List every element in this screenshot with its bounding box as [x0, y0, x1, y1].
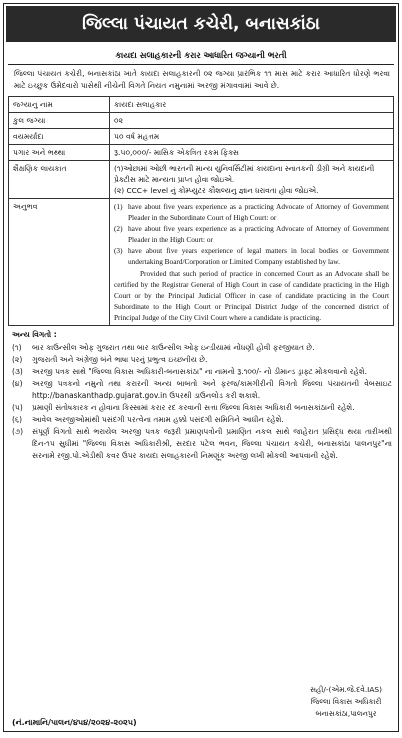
experience-value [110, 199, 394, 326]
table-row-education [9, 161, 394, 199]
experience-item [114, 223, 389, 245]
list-item [12, 354, 392, 366]
experience-item [114, 245, 389, 267]
experience-item [114, 201, 389, 223]
table-row [9, 97, 394, 113]
list-item [12, 414, 392, 426]
list-item [12, 426, 392, 462]
item-text: ગુજરાતી અને અંગ્રેજી બંને ભાષા પરનું પ્રભુત્વ ઇચ્છનીય છે. [32, 355, 208, 364]
table-row-experience [9, 199, 394, 326]
experience-text: have about five years experience as a practicing Advocate of Attorney of Government Pleader in the High Court: or [128, 224, 389, 244]
row-label: પગાર અને ભથ્થા [9, 145, 110, 161]
signature-block [310, 684, 382, 720]
reference-number: (નં.નામાનિ/પાલન/૪૫૪/૨૦૨૪-૨૦૨૫) [12, 718, 137, 727]
item-text: અરજી પત્રકનો નમુનો તથા કરારની અન્ય બાબતો અને ફરજ/કામગીરીની વિગતો જિલ્લા પંચાયતની વેબસાઇટ http://banaskanthadp.gujarat.gov.in ઉપરથી ડાઉનલોડ કરી શકાશે. [32, 379, 392, 400]
row-label: કુલ જગ્યા [9, 113, 110, 129]
experience-text: have about five years experience as a practicing Advocate of Attorney of Government Pleader in the Subordinate Court of High Court: or [128, 202, 389, 222]
education-value [110, 161, 394, 199]
page-title: જિલ્લા પંચાયત કચેરી, બનાસકાંઠા [6, 6, 396, 42]
table-row [9, 113, 394, 129]
item-text: સંપૂર્ણ વિગતો સાથે ભરાયેલ અરજી પત્રક જરૂરી પ્રમાણપત્રોની પ્રમાણિત નકલ સાથે જાહેરાત પ્રસિદ્ધ થયા તારીખથી દિન-૧૫ સુધીમાં "જિલ્લા વિકાસ અધિકારીશ્રી, સરદાર પટેલ ભવન, જિલ્લા પંચાયત કચેરી, બનાસકાંઠા પાલનપુર"ના સરનામે રજી.પો.એડીથી કવર ઉપર કાયદા સલાહકારની નિમણૂંક અરજી લખી મોકલી આપવાની રહેશે. [32, 427, 392, 460]
education-item: (૧)ઓછામાં ઓછી ભારતની માન્ય યુનિવર્સિટીમાં કાયદાના સ્નાતકની ડીગ્રી અને કાયદાની પ્રેક્ટીસ માટે માન્યતા પ્રાપ્ત હોવા જોઇએ. [114, 164, 375, 184]
signature-designation: જિલ્લા વિકાસ અધિકારી [310, 697, 382, 706]
details-table [8, 96, 394, 326]
item-num: (૭) [12, 427, 24, 436]
experience-num: (1) [114, 202, 123, 211]
row-label: શૈક્ષણિક લાયકાત [9, 161, 110, 199]
notice-page [3, 3, 399, 732]
row-label: અનુભવ [9, 199, 110, 326]
item-num: (૬) [12, 415, 23, 424]
signature-place: બનાસકાંઠા,પાલનપુર [315, 709, 377, 718]
row-label: જગ્યાનુ નામ [9, 97, 110, 113]
table-row [9, 129, 394, 145]
list-item [12, 378, 392, 402]
experience-num: (2) [114, 224, 123, 233]
list-item [12, 366, 392, 378]
row-value: ૦૨ [110, 113, 394, 129]
item-num: (૪) [12, 379, 23, 388]
item-text: આવેલ અરજીઓમાંથી પસંદગી પરત્વેના તમામ હક્કો પસંદગી સમિતિને આધીન રહેશે. [32, 415, 284, 424]
item-text: પ્રમાણી સંતોષકારક ન હોવાના કિસ્સામાં કરાર રદ કરવાની સત્તા જિલ્લા વિકાસ અધિકારી બનાસકાંઠાની રહેશે. [32, 403, 355, 412]
other-details-title: અન્ય વિગતો : [12, 330, 57, 339]
other-details [4, 326, 398, 462]
education-item: (૨) CCC+ level નું કોમ્પ્યુટર કૌશલ્યનુ જ્ઞાન ધરાવતા હોવા જોઇએ. [114, 186, 319, 195]
experience-num: (3) [114, 246, 123, 255]
item-text: અરજી પત્રક સાથે "જિલ્લા વિકાસ અધિકારી-બનાસકાંઠા" ના નામનો રૂ.૧૦૦/- નો ડીમાન્ડ ડ્રાફ્ટ મોકલવાનો રહેશે. [32, 367, 368, 376]
item-num: (૩) [12, 367, 23, 376]
item-num: (૫) [12, 403, 23, 412]
item-text: બાર કાઉન્સીલ ઓફ ગુજરાત તથા બાર કાઉન્સીલ ઓફ ઇન્ડીયામાં નોંધણી હોવી ફરજીયાત છે. [32, 343, 315, 352]
row-value: કાયદા સલાહકાર [110, 97, 394, 113]
item-num: (૧) [12, 343, 22, 352]
page-subtitle: કાયદા સલાહકારની કરાર આધારિત જગ્યાની ભરતી [8, 44, 394, 65]
signature-name: સહી/-(એમ.જે.દવે.IAS) [310, 685, 382, 694]
list-item [12, 342, 392, 354]
experience-text: have about five years experience of legal matters in local bodies or Government undertaking Board/Corporation or Limited Company established by law. [128, 246, 389, 266]
list-item [12, 402, 392, 414]
row-value: રૂ.૫૦,૦૦૦/- માસિક એકત્રિત રકમ ફિક્સ [110, 145, 394, 161]
intro-paragraph: જિલ્લા પંચાયત કચેરી, બનાસકાંઠા ખાતે કાયદા સલાહકારની ૦૨ જગ્યા પ્રારંભિક ૧૧ માસ માટે કરાર આધારિત ધોરણે ભરવા માટે ઇચ્છુક ઉમેદવારો પાસેથી નીચેની વિગતે નિયત નમુનામાં અરજી મંગાવવામાં આવે છે. [14, 69, 390, 90]
item-num: (૨) [12, 355, 23, 364]
row-label: વયમર્યાદા [9, 129, 110, 145]
row-value: ૫૦ વર્ષ મહત્તમ [110, 129, 394, 145]
table-row [9, 145, 394, 161]
experience-proviso: Provided that such period of practice in concerned Court as an Advocate shall be certified by the Registrar General of High Court in case of candidate practicing in the High Court or by the Principal Judicial Officer in case of candidate practicing in the Court Subordinate to the High Court or Principal District Judge of the concerned district of Principal Judge of the City Civil Court where a candidate is practicing. [114, 269, 389, 322]
